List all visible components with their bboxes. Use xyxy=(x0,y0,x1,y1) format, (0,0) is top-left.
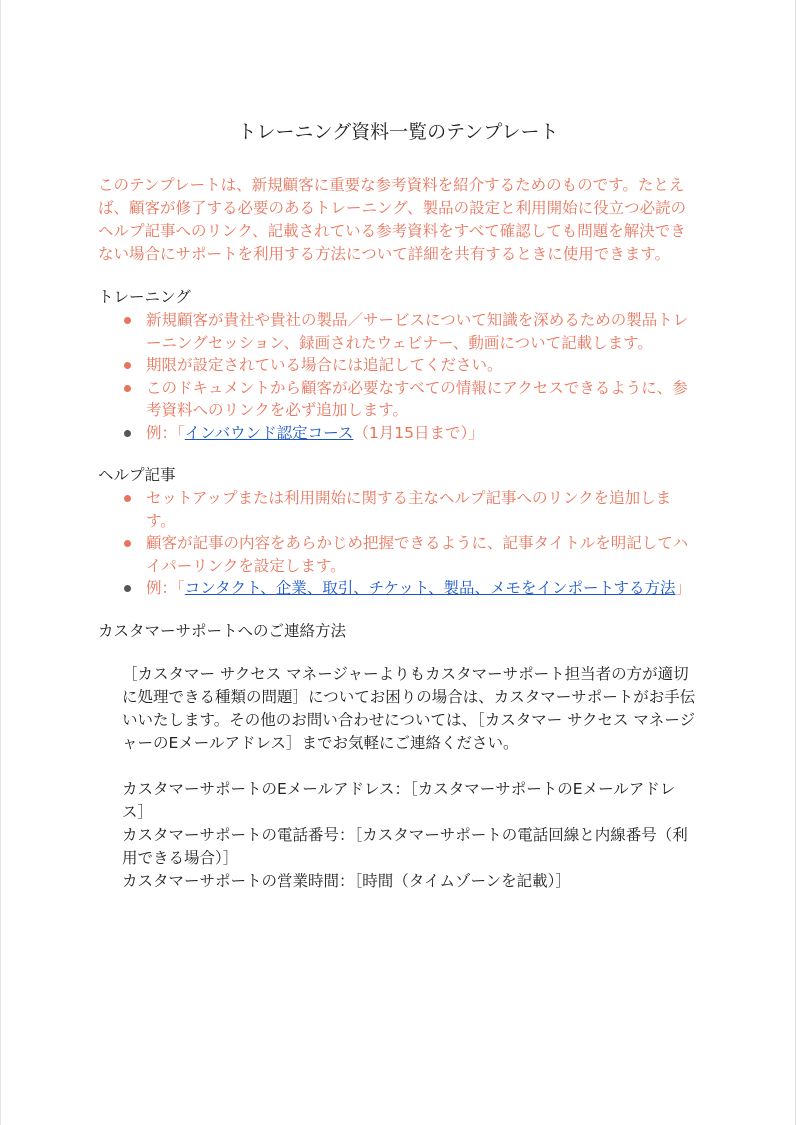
help-articles-heading: ヘルプ記事 xyxy=(98,466,176,484)
list-item xyxy=(98,309,698,354)
list-item xyxy=(98,532,698,577)
bullet-icon xyxy=(124,362,131,369)
bullet-icon xyxy=(124,495,131,502)
bullet-icon xyxy=(124,540,131,547)
intro-paragraph: このテンプレートは、新規顧客に重要な参考資料を紹介するためのものです。たとえば、顧客が修了する必要のあるトレーニング、製品の設定と利用開始に役立つ必読のヘルプ記事へのリンク、記載されている参考資料をすべて確認しても問題を解決できない場合にサポートを利用する方法について詳細を共有するときに使用できます。 xyxy=(98,176,687,263)
training-example-item xyxy=(98,422,698,445)
list-item-text: 顧客が記事の内容をあらかじめ把握できるように、記事タイトルを明記してハイパーリンクを設定します。 xyxy=(146,534,689,575)
training-heading: トレーニング xyxy=(98,288,191,306)
example-prefix: 例：「 xyxy=(146,579,185,597)
list-item-text: 期限が設定されている場合には追記してください。 xyxy=(146,356,503,374)
bullet-icon xyxy=(124,585,131,592)
help-example-item xyxy=(98,577,698,600)
list-item-text: 新規顧客が貴社や貴社の製品／サービスについて知識を深めるための製品トレーニングセッション、録画されたウェビナー、動画について記載します。 xyxy=(146,311,689,352)
document-content xyxy=(98,118,698,893)
list-item xyxy=(98,377,698,422)
bullet-icon xyxy=(124,317,131,324)
list-item-text: このドキュメントから顧客が必要なすべての情報にアクセスできるように、参考資料へのリンクを必ず追加します。 xyxy=(146,378,688,419)
support-paragraph: ［カスタマー サクセス マネージャーよりもカスタマーサポート担当者の方が適切に処理できる種類の問題］についてお困りの場合は、カスタマーサポートがお手伝いいたします。その他のお問い合わせについては、［カスタマー サクセス マネージャーのEメールアドレス］までお気軽にご連絡ください。 xyxy=(122,664,696,752)
support-heading: カスタマーサポートへのご連絡方法 xyxy=(98,621,347,640)
list-item-text: セットアップまたは利用開始に関する主なヘルプ記事へのリンクを追加します。 xyxy=(146,489,672,530)
list-item xyxy=(98,487,698,532)
list-item xyxy=(98,354,698,377)
document-title: トレーニング資料一覧のテンプレート xyxy=(237,121,559,143)
example-suffix: 」 xyxy=(675,579,692,597)
support-block xyxy=(98,663,698,893)
support-email-line: カスタマーサポートのEメールアドレス：［カスタマーサポートのEメールアドレス］ xyxy=(122,779,676,821)
help-article-link[interactable]: コンタクト、企業、取引、チケット、製品、メモをインポートする方法 xyxy=(184,579,676,597)
example-prefix: 例：「 xyxy=(146,423,185,442)
training-course-link[interactable]: インバウンド認定コース xyxy=(184,423,354,442)
bullet-icon xyxy=(124,430,131,437)
help-articles-list xyxy=(98,487,698,600)
bullet-icon xyxy=(124,385,131,392)
support-hours-line: カスタマーサポートの営業時間：［時間（タイムゾーンを記載）］ xyxy=(122,871,571,890)
example-suffix: （1月15日まで）」 xyxy=(353,423,484,442)
support-phone-line: カスタマーサポートの電話番号：［カスタマーサポートの電話回線と内線番号（利用できる場合）］ xyxy=(122,825,688,867)
training-list xyxy=(98,309,698,444)
